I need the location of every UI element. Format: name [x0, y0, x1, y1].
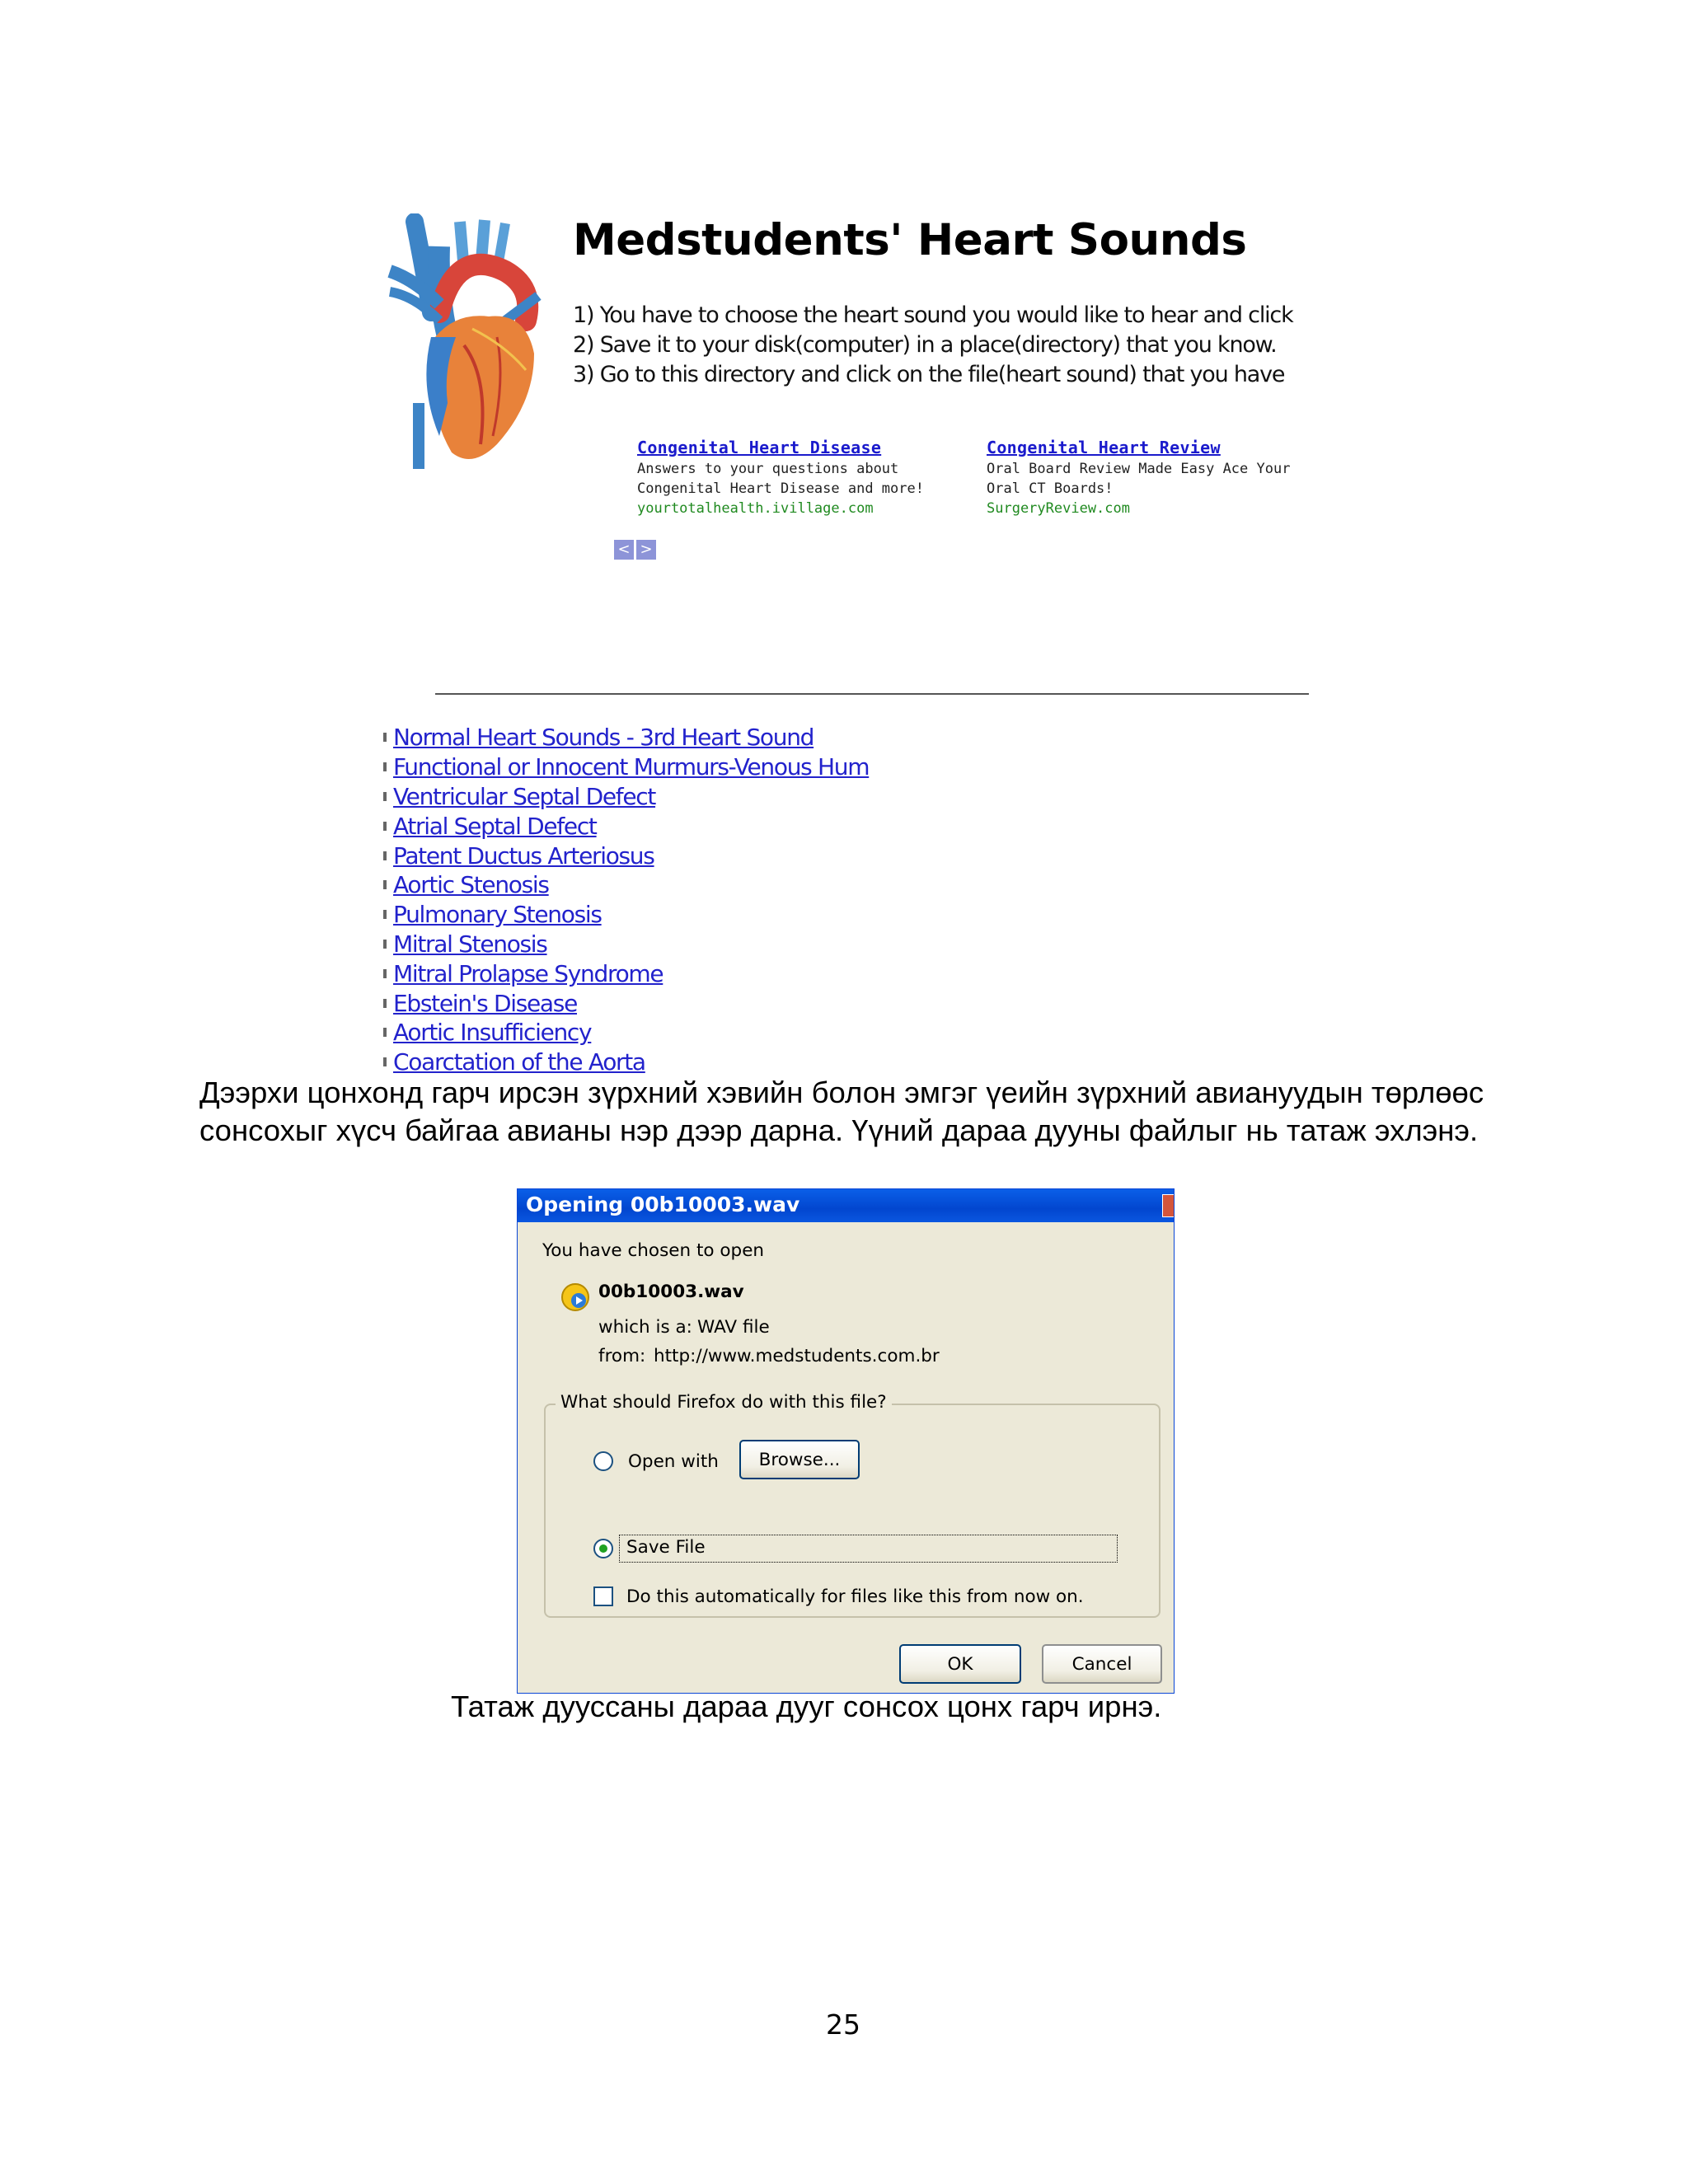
file-type-label: which is a:: [598, 1317, 692, 1338]
website-screenshot: [382, 210, 1313, 1076]
cancel-button[interactable]: Cancel: [1042, 1644, 1162, 1684]
open-with-radio[interactable]: [593, 1451, 613, 1471]
heart-sound-link[interactable]: Atrial Septal Defect: [393, 812, 597, 840]
heart-sound-link[interactable]: Coarctation of the Aorta: [393, 1048, 645, 1076]
bullet-icon: [383, 1057, 387, 1066]
heart-sound-link[interactable]: Aortic Stenosis: [393, 871, 549, 899]
bullet-icon: [383, 851, 387, 860]
heart-illustration-image: [382, 213, 546, 469]
bullet-icon: [383, 969, 387, 978]
ad-url[interactable]: SurgeryReview.com: [987, 500, 1130, 517]
radio-selected-dot-icon: [599, 1544, 607, 1553]
ad-block[interactable]: [987, 438, 1333, 517]
bullet-icon: [383, 940, 387, 949]
action-group-box: [544, 1404, 1160, 1618]
file-name: 00b10003.wav: [598, 1282, 744, 1302]
list-item: [382, 870, 869, 900]
heart-sound-link[interactable]: Ventricular Septal Defect: [393, 782, 656, 810]
ad-text: Congenital Heart Disease and more!: [637, 480, 924, 497]
ok-button[interactable]: OK: [899, 1644, 1021, 1684]
heart-sound-link[interactable]: Aortic Insufficiency: [393, 1019, 592, 1047]
list-item: [382, 1047, 869, 1077]
list-item: [382, 1018, 869, 1047]
ad-url[interactable]: yourtotalhealth.ivillage.com: [637, 500, 874, 517]
dialog-titlebar[interactable]: [518, 1189, 1174, 1222]
ad-text: Answers to your questions about: [637, 461, 899, 477]
ad-next-arrow-icon[interactable]: >: [636, 540, 656, 560]
save-file-radio[interactable]: [593, 1539, 613, 1558]
list-item: [382, 988, 869, 1018]
ad-title-link[interactable]: Congenital Heart Review: [987, 438, 1221, 457]
heart-sound-link[interactable]: Pulmonary Stenosis: [393, 901, 602, 929]
list-item: [382, 782, 869, 812]
heart-sound-link[interactable]: Normal Heart Sounds - 3rd Heart Sound: [393, 724, 814, 752]
ad-navigation: [614, 540, 659, 560]
ad-title-link[interactable]: Congenital Heart Disease: [637, 438, 882, 457]
list-item: [382, 958, 869, 988]
auto-checkbox-label[interactable]: Do this automatically for files like this from now on.: [626, 1586, 1084, 1607]
bullet-icon: [383, 762, 387, 771]
action-group-label: What should Firefox do with this file?: [556, 1392, 892, 1413]
site-title: Medstudents' Heart Sounds: [573, 215, 1247, 265]
close-icon[interactable]: [1162, 1194, 1174, 1217]
heart-sound-link-list: [382, 723, 869, 1077]
ad-text: Oral Board Review Made Easy Ace Your: [987, 461, 1291, 477]
dialog-intro-text: You have chosen to open: [542, 1240, 765, 1261]
list-item: [382, 723, 869, 752]
bullet-icon: [383, 910, 387, 919]
heart-sound-link[interactable]: Patent Ductus Arteriosus: [393, 841, 654, 869]
caption-text: Татаж дууссаны дараа дууг сонсох цонх гарч ирнэ.: [451, 1690, 1162, 1723]
file-source-value: http://www.medstudents.com.br: [654, 1346, 940, 1366]
bullet-icon: [383, 999, 387, 1008]
bullet-icon: [383, 792, 387, 801]
file-source-label: from:: [598, 1346, 646, 1366]
dialog-title: Opening 00b10003.wav: [526, 1193, 800, 1216]
open-with-label[interactable]: Open with: [628, 1451, 719, 1472]
heart-sound-link[interactable]: Ebstein's Disease: [393, 989, 577, 1017]
heart-sound-link[interactable]: Functional or Innocent Murmurs-Venous Hum: [393, 753, 870, 781]
instruction-line-1: 1) You have to choose the heart sound you would like to hear and click: [573, 302, 1293, 328]
ad-prev-arrow-icon[interactable]: <: [614, 540, 634, 560]
bullet-icon: [383, 822, 387, 831]
ad-block[interactable]: [637, 438, 983, 517]
file-type-value: WAV file: [697, 1317, 770, 1338]
instruction-paragraph: Дээрхи цонхонд гарч ирсэн зүрхний хэвийн болон эмгэг үеийн зүрхний авиануудын төрлөөс сонсохыг хүсч байгаа авианы нэр дээр дарна. Үүний дараа дууны файлыг нь татаж эхлэнэ.: [199, 1076, 1484, 1147]
auto-checkbox[interactable]: [593, 1586, 613, 1606]
bullet-icon: [383, 1028, 387, 1037]
browse-button[interactable]: Browse...: [739, 1440, 860, 1479]
horizontal-divider: [435, 693, 1309, 695]
instruction-line-3: 3) Go to this directory and click on the file(heart sound) that you have: [573, 362, 1285, 387]
heart-sound-link[interactable]: Mitral Prolapse Syndrome: [393, 959, 663, 987]
bullet-icon: [383, 880, 387, 889]
download-dialog: [517, 1188, 1175, 1694]
list-item: [382, 811, 869, 841]
audio-file-icon: [560, 1282, 590, 1312]
ad-text: Oral CT Boards!: [987, 480, 1114, 497]
bullet-icon: [383, 733, 387, 742]
heart-sound-link[interactable]: Mitral Stenosis: [393, 930, 547, 958]
list-item: [382, 900, 869, 930]
instruction-line-2: 2) Save it to your disk(computer) in a place(directory) that you know.: [573, 332, 1277, 358]
list-item: [382, 752, 869, 782]
page-number: 25: [826, 2008, 860, 2041]
list-item: [382, 930, 869, 959]
list-item: [382, 841, 869, 870]
save-file-label[interactable]: Save File: [626, 1537, 706, 1558]
